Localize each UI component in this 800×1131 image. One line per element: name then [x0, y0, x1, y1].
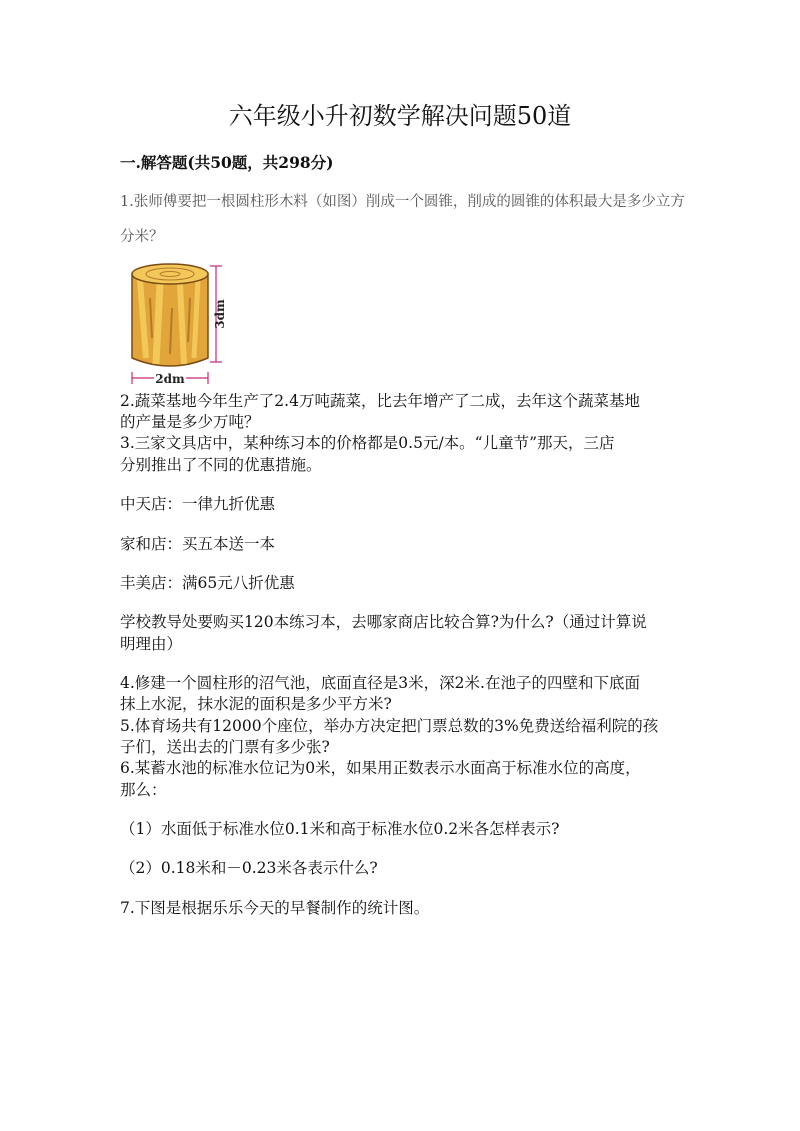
- bark-strip: [180, 284, 184, 364]
- section-heading: 一.解答题(共50题，共298分): [120, 153, 334, 172]
- q3-store3: 丰美店：满65元八折优惠: [120, 574, 295, 592]
- q6-sub1: （1）水面低于标准水位0.1米和高于标准水位0.2米各怎样表示?: [120, 820, 560, 838]
- q5-line1: 5.体育场共有12000个座位，举办方决定把门票总数的3%免费送给福利院的孩: [120, 717, 659, 735]
- q3-line1: 3.三家文具店中，某种练习本的价格都是0.5元/本。“儿童节”那天，三店: [120, 434, 615, 452]
- q6-line2: 那么：: [120, 781, 167, 799]
- q6-sub2: （2）0.18米和－0.23米各表示什么?: [120, 859, 378, 877]
- q3-ask-line2: 明理由）: [120, 635, 183, 653]
- log-top: [132, 264, 208, 284]
- q3-ask-line1: 学校教导处要购买120本练习本，去哪家商店比较合算?为什么?（通过计算说: [120, 613, 647, 631]
- width-label: 2dm: [155, 372, 185, 386]
- q7-line1: 7.下图是根据乐乐今天的早餐制作的统计图。: [120, 899, 430, 917]
- q4-line2: 抹上水泥，抹水泥的面积是多少平方米?: [120, 695, 392, 713]
- q1-line2: 分米？: [120, 229, 164, 245]
- q1-line1: 1.张师傅要把一根圆柱形木料（如图）削成一个圆锥，削成的圆锥的体积最大是多少立方: [120, 194, 685, 210]
- bark-strip: [156, 284, 160, 364]
- page-title: 六年级小升初数学解决问题50道: [228, 102, 572, 130]
- q2-line1: 2.蔬菜基地今年生产了2.4万吨蔬菜，比去年增产了二成，去年这个蔬菜基地: [120, 392, 640, 410]
- q3-line2: 分别推出了不同的优惠措施。: [120, 456, 322, 474]
- cylinder-log-figure: [126, 258, 232, 388]
- q3-store2: 家和店：买五本送一本: [120, 535, 276, 553]
- q6-line1: 6.某蓄水池的标准水位记为0米，如果用正数表示水面高于标准水位的高度，: [120, 759, 641, 777]
- q4-line1: 4.修建一个圆柱形的沼气池，底面直径是3米，深2米.在池子的四壁和下底面: [120, 674, 640, 692]
- height-label: 3dm: [213, 299, 227, 329]
- q2-line2: 的产量是多少万吨？: [120, 413, 260, 431]
- q3-store1: 中天店：一律九折优惠: [120, 495, 276, 513]
- q5-line2: 子们，送出去的门票有多少张?: [120, 738, 330, 756]
